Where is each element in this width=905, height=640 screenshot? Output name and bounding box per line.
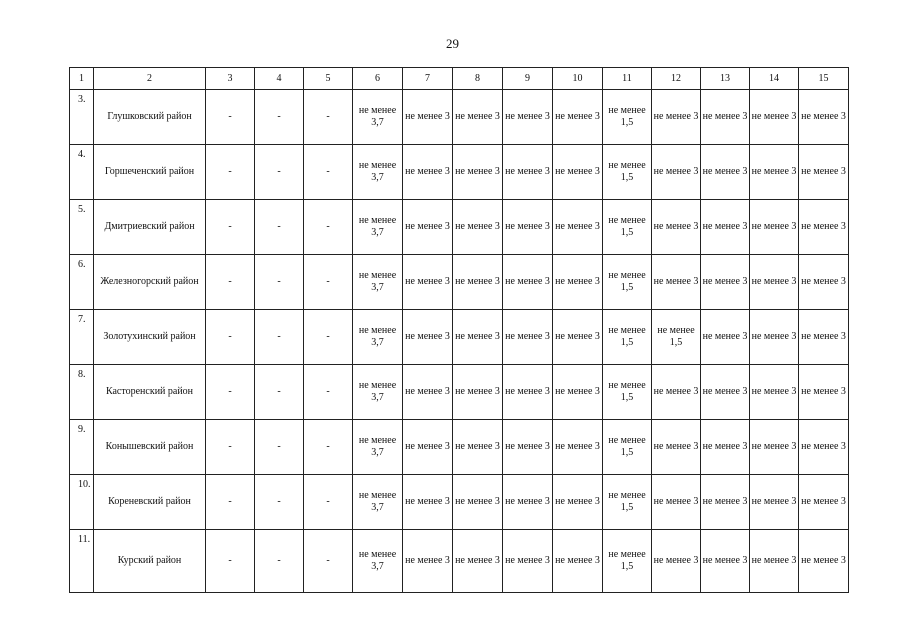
table-cell: не менее 3 [403, 90, 453, 145]
table-cell: не менее 3 [750, 200, 799, 255]
column-header: 1 [70, 68, 94, 90]
table-row [70, 145, 849, 200]
table-cell: - [304, 420, 353, 475]
row-number: 11. [70, 530, 94, 593]
table-cell: не менее 3 [652, 365, 701, 420]
table-cell: не менее 3 [750, 90, 799, 145]
table-cell: - [206, 145, 255, 200]
table-cell: - [255, 530, 304, 593]
column-header: 5 [304, 68, 353, 90]
column-header: 7 [403, 68, 453, 90]
district-name: Конышевский район [94, 420, 206, 475]
table-cell: не менее 3 [503, 145, 553, 200]
table-cell: - [255, 365, 304, 420]
table-cell: не менее 3 [799, 365, 849, 420]
table-cell: не менее 3 [453, 90, 503, 145]
table-cell: не менее 3 [652, 420, 701, 475]
table-cell: не менее 3,7 [353, 530, 403, 593]
table-cell: не менее 3 [799, 90, 849, 145]
table-cell: - [206, 255, 255, 310]
table-cell: не менее 3 [799, 255, 849, 310]
table-cell: не менее 3 [453, 145, 503, 200]
district-name: Железногорский район [94, 255, 206, 310]
table-cell: не менее 3 [403, 145, 453, 200]
table-cell: не менее 3,7 [353, 145, 403, 200]
table-cell: не менее 3 [503, 475, 553, 530]
row-number: 3. [70, 90, 94, 145]
table-cell: - [206, 475, 255, 530]
table-cell: не менее 1,5 [603, 310, 652, 365]
district-name: Глушковский район [94, 90, 206, 145]
table-cell: не менее 3 [453, 365, 503, 420]
district-name: Горшеченский район [94, 145, 206, 200]
table-cell: не менее 3,7 [353, 475, 403, 530]
table-cell: - [304, 530, 353, 593]
table-cell: не менее 3 [799, 420, 849, 475]
row-number: 8. [70, 365, 94, 420]
table-row [70, 90, 849, 145]
table-cell: не менее 3 [701, 475, 750, 530]
table-cell: не менее 3 [553, 145, 603, 200]
table-cell: не менее 3 [453, 200, 503, 255]
table-cell: не менее 3 [701, 310, 750, 365]
table-cell: - [206, 365, 255, 420]
table-cell: не менее 3 [553, 365, 603, 420]
table-cell: не менее 3 [701, 145, 750, 200]
table-cell: не менее 1,5 [652, 310, 701, 365]
table-cell: не менее 1,5 [603, 475, 652, 530]
table-cell: не менее 3 [503, 90, 553, 145]
table-cell: не менее 3 [503, 365, 553, 420]
table-cell: - [206, 310, 255, 365]
table-cell: не менее 3 [652, 530, 701, 593]
table-cell: - [255, 90, 304, 145]
table-cell: не менее 3 [750, 365, 799, 420]
table-cell: не менее 3 [503, 530, 553, 593]
table-cell: не менее 3 [652, 145, 701, 200]
table-cell: не менее 3 [403, 255, 453, 310]
table-cell: не менее 3 [503, 255, 553, 310]
district-name: Касторенский район [94, 365, 206, 420]
district-name: Курский район [94, 530, 206, 593]
table-cell: не менее 3 [453, 310, 503, 365]
table-cell: не менее 3 [553, 310, 603, 365]
table-cell: не менее 3 [652, 90, 701, 145]
table-cell: не менее 1,5 [603, 365, 652, 420]
column-header: 4 [255, 68, 304, 90]
table-cell: - [304, 90, 353, 145]
table-cell: - [255, 145, 304, 200]
table-cell: не менее 3 [701, 200, 750, 255]
table-cell: не менее 3 [403, 365, 453, 420]
table-cell: не менее 3 [453, 530, 503, 593]
table-cell: не менее 3 [553, 255, 603, 310]
table-cell: - [255, 420, 304, 475]
table-row [70, 365, 849, 420]
table-cell: не менее 3 [750, 255, 799, 310]
table-cell: - [255, 475, 304, 530]
data-table [69, 67, 849, 593]
row-number: 9. [70, 420, 94, 475]
table-cell: не менее 1,5 [603, 90, 652, 145]
district-name: Дмитриевский район [94, 200, 206, 255]
column-header: 11 [603, 68, 652, 90]
table-cell: не менее 3 [553, 90, 603, 145]
table-cell: не менее 3 [652, 255, 701, 310]
table-body [70, 68, 849, 593]
table-cell: - [255, 310, 304, 365]
column-header: 2 [94, 68, 206, 90]
column-header: 15 [799, 68, 849, 90]
column-header: 8 [453, 68, 503, 90]
table-cell: не менее 3,7 [353, 365, 403, 420]
table-row [70, 530, 849, 593]
row-number: 7. [70, 310, 94, 365]
table-cell: не менее 3,7 [353, 420, 403, 475]
table-cell: - [304, 475, 353, 530]
table-cell: не менее 3,7 [353, 255, 403, 310]
table-cell: - [304, 310, 353, 365]
table-cell: не менее 3 [799, 310, 849, 365]
table-cell: не менее 3 [553, 475, 603, 530]
table-cell: - [304, 255, 353, 310]
page-number: 29 [446, 36, 459, 51]
table-cell: - [304, 200, 353, 255]
table-row [70, 475, 849, 530]
row-number: 4. [70, 145, 94, 200]
table-cell: - [255, 200, 304, 255]
table-cell: - [304, 365, 353, 420]
table-cell: не менее 3,7 [353, 200, 403, 255]
table-cell: не менее 3 [652, 475, 701, 530]
table-cell: не менее 3 [403, 475, 453, 530]
table-cell: не менее 3 [403, 310, 453, 365]
table-cell: не менее 3 [701, 420, 750, 475]
table-cell: - [206, 420, 255, 475]
table-cell: не менее 3 [453, 420, 503, 475]
table-cell: не менее 3 [503, 420, 553, 475]
table-cell: не менее 3 [799, 200, 849, 255]
table-cell: не менее 3,7 [353, 90, 403, 145]
row-number: 5. [70, 200, 94, 255]
table-cell: не менее 3 [750, 475, 799, 530]
table-cell: не менее 1,5 [603, 420, 652, 475]
table-cell: не менее 3 [799, 145, 849, 200]
table-row [70, 310, 849, 365]
table-cell: не менее 1,5 [603, 145, 652, 200]
column-header: 13 [701, 68, 750, 90]
column-header: 3 [206, 68, 255, 90]
column-header: 10 [553, 68, 603, 90]
table-cell: не менее 3 [701, 90, 750, 145]
table-cell: не менее 3 [799, 475, 849, 530]
table-row [70, 200, 849, 255]
column-header: 9 [503, 68, 553, 90]
table-cell: - [206, 530, 255, 593]
column-header: 6 [353, 68, 403, 90]
district-name: Золотухинский район [94, 310, 206, 365]
table-cell: не менее 1,5 [603, 255, 652, 310]
table-cell: не менее 1,5 [603, 530, 652, 593]
table-cell: не менее 3 [553, 200, 603, 255]
table-cell: - [206, 90, 255, 145]
table-cell: не менее 3 [750, 420, 799, 475]
table-cell: не менее 3 [503, 310, 553, 365]
table-cell: не менее 3,7 [353, 310, 403, 365]
table-row [70, 420, 849, 475]
table-cell: не менее 3 [652, 200, 701, 255]
table-cell: не менее 3 [503, 200, 553, 255]
table-cell: не менее 3 [553, 420, 603, 475]
table-cell: - [304, 145, 353, 200]
table-cell: не менее 3 [453, 475, 503, 530]
table-cell: - [255, 255, 304, 310]
table-cell: не менее 1,5 [603, 200, 652, 255]
column-header: 12 [652, 68, 701, 90]
table-cell: не менее 3 [799, 530, 849, 593]
table-cell: не менее 3 [750, 310, 799, 365]
row-number: 6. [70, 255, 94, 310]
district-name: Кореневский район [94, 475, 206, 530]
column-header: 14 [750, 68, 799, 90]
header-row [70, 68, 849, 90]
table-cell: не менее 3 [403, 420, 453, 475]
table-row [70, 255, 849, 310]
table-cell: не менее 3 [553, 530, 603, 593]
table-cell: не менее 3 [750, 530, 799, 593]
table-cell: не менее 3 [701, 530, 750, 593]
table-cell: не менее 3 [403, 530, 453, 593]
table-cell: не менее 3 [403, 200, 453, 255]
row-number: 10. [70, 475, 94, 530]
table-cell: не менее 3 [701, 255, 750, 310]
table-cell: - [206, 200, 255, 255]
table-cell: не менее 3 [750, 145, 799, 200]
table-cell: не менее 3 [453, 255, 503, 310]
table-cell: не менее 3 [701, 365, 750, 420]
